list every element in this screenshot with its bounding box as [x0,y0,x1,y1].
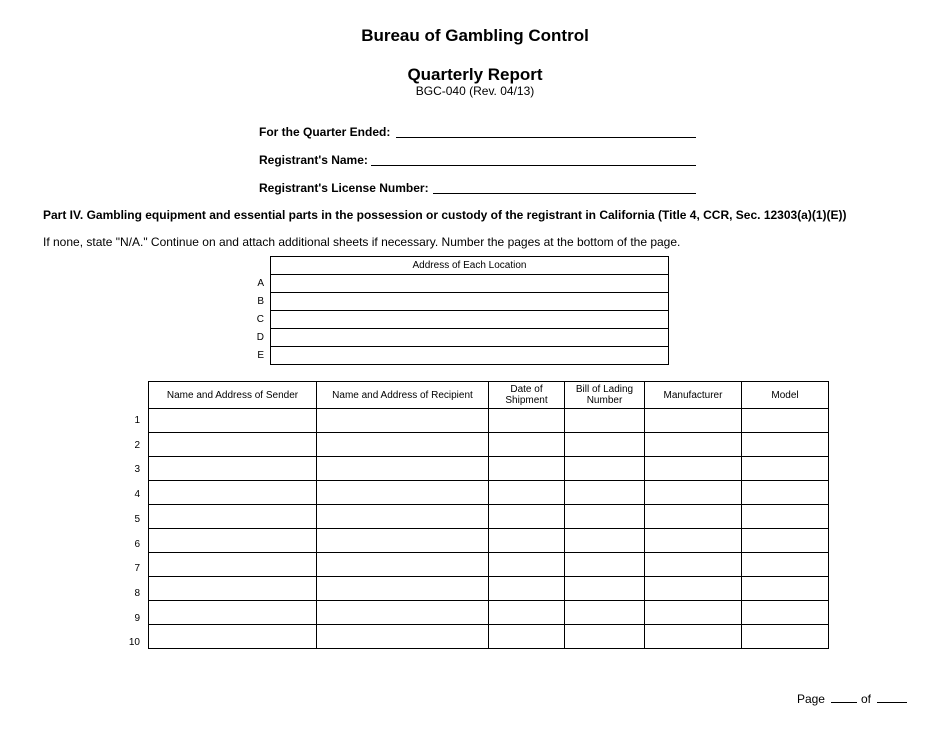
shipment-table [148,381,829,649]
cell[interactable] [489,457,565,481]
cell[interactable] [149,553,317,577]
cell[interactable] [565,505,645,529]
registrant-name-field[interactable] [371,165,696,166]
col-model: Model [742,382,829,409]
cell[interactable] [317,529,489,553]
table-row [149,577,829,601]
location-row-label: A [257,278,264,289]
cell[interactable] [645,553,742,577]
report-title: Quarterly Report [407,65,543,84]
cell[interactable] [149,457,317,481]
col-date-of-shipment: Date of Shipment [489,382,565,409]
shipment-row-number: 3 [134,464,140,475]
registrant-name-label: Registrant's Name: [259,153,368,167]
cell[interactable] [489,553,565,577]
table-row [149,529,829,553]
cell[interactable] [149,529,317,553]
shipment-row-number: 7 [134,563,140,574]
license-number-label: Registrant's License Number: [259,181,429,195]
cell[interactable] [645,457,742,481]
shipment-row-number: 5 [134,514,140,525]
cell[interactable] [149,505,317,529]
agency-title: Bureau of Gambling Control [361,26,589,45]
cell[interactable] [742,505,829,529]
cell[interactable] [317,457,489,481]
license-number-field[interactable] [433,193,696,194]
cell[interactable] [645,601,742,625]
cell[interactable] [149,409,317,433]
cell[interactable] [317,577,489,601]
col-sender: Name and Address of Sender [149,382,317,409]
shipment-row-number: 10 [128,637,140,648]
cell[interactable] [645,505,742,529]
cell[interactable] [317,553,489,577]
location-cell[interactable] [271,329,669,347]
table-row [149,505,829,529]
cell[interactable] [742,553,829,577]
cell[interactable] [317,433,489,457]
location-table [270,256,669,365]
cell[interactable] [645,481,742,505]
cell[interactable] [565,457,645,481]
page-number-field[interactable] [831,691,857,703]
table-row [149,481,829,505]
table-row [149,601,829,625]
cell[interactable] [742,625,829,649]
col-manufacturer: Manufacturer [645,382,742,409]
cell[interactable] [489,601,565,625]
cell[interactable] [489,409,565,433]
cell[interactable] [149,577,317,601]
location-cell[interactable] [271,347,669,365]
instructions-text: If none, state "N/A." Continue on and attach additional sheets if necessary. Number the pages at the bottom of the page. [43,235,681,249]
cell[interactable] [317,409,489,433]
cell[interactable] [317,505,489,529]
shipment-row-number: 6 [134,539,140,550]
part-heading: Part IV. Gambling equipment and essential parts in the possession or custody of the registrant in California (Title 4, CCR, Sec. 12303(a)(1)(E)) [43,208,847,222]
location-row-label: C [256,314,264,325]
cell[interactable] [489,625,565,649]
page-footer [797,691,907,706]
location-row-label: E [257,350,264,361]
cell[interactable] [742,433,829,457]
form-number: BGC-040 (Rev. 04/13) [415,84,535,98]
cell[interactable] [565,409,645,433]
cell[interactable] [489,505,565,529]
col-recipient: Name and Address of Recipient [317,382,489,409]
cell[interactable] [489,529,565,553]
cell[interactable] [645,433,742,457]
cell[interactable] [645,625,742,649]
location-header: Address of Each Location [271,257,669,275]
quarter-ended-field[interactable] [396,137,696,138]
cell[interactable] [565,529,645,553]
cell[interactable] [489,433,565,457]
location-row-label: D [256,332,264,343]
quarter-ended-label: For the Quarter Ended: [259,125,391,139]
location-row-label: B [257,296,264,307]
cell[interactable] [565,601,645,625]
cell[interactable] [742,409,829,433]
location-cell[interactable] [271,311,669,329]
location-cell[interactable] [271,293,669,311]
cell[interactable] [489,577,565,601]
cell[interactable] [565,577,645,601]
table-row [149,433,829,457]
table-row [149,625,829,649]
cell[interactable] [149,481,317,505]
of-label: of [860,692,871,706]
cell[interactable] [565,625,645,649]
cell[interactable] [489,481,565,505]
shipment-row-number: 8 [134,588,140,599]
cell[interactable] [149,601,317,625]
cell[interactable] [742,529,829,553]
col-bill-of-lading: Bill of Lading Number [565,382,645,409]
cell[interactable] [565,481,645,505]
cell[interactable] [565,433,645,457]
table-row [149,409,829,433]
cell[interactable] [645,409,742,433]
cell[interactable] [645,577,742,601]
cell[interactable] [645,529,742,553]
table-row [149,553,829,577]
cell[interactable] [149,625,317,649]
shipment-row-labels [118,408,140,656]
cell[interactable] [149,433,317,457]
shipment-row-number: 2 [134,440,140,451]
cell[interactable] [317,601,489,625]
location-cell[interactable] [271,275,669,293]
cell[interactable] [742,577,829,601]
table-row [149,457,829,481]
cell[interactable] [565,553,645,577]
cell[interactable] [742,601,829,625]
shipment-row-number: 4 [134,489,140,500]
cell[interactable] [317,481,489,505]
shipment-row-number: 9 [134,613,140,624]
cell[interactable] [742,457,829,481]
cell[interactable] [742,481,829,505]
cell[interactable] [317,625,489,649]
page-label: Page [796,692,825,706]
page-total-field[interactable] [877,691,907,703]
shipment-row-number: 1 [134,415,140,426]
